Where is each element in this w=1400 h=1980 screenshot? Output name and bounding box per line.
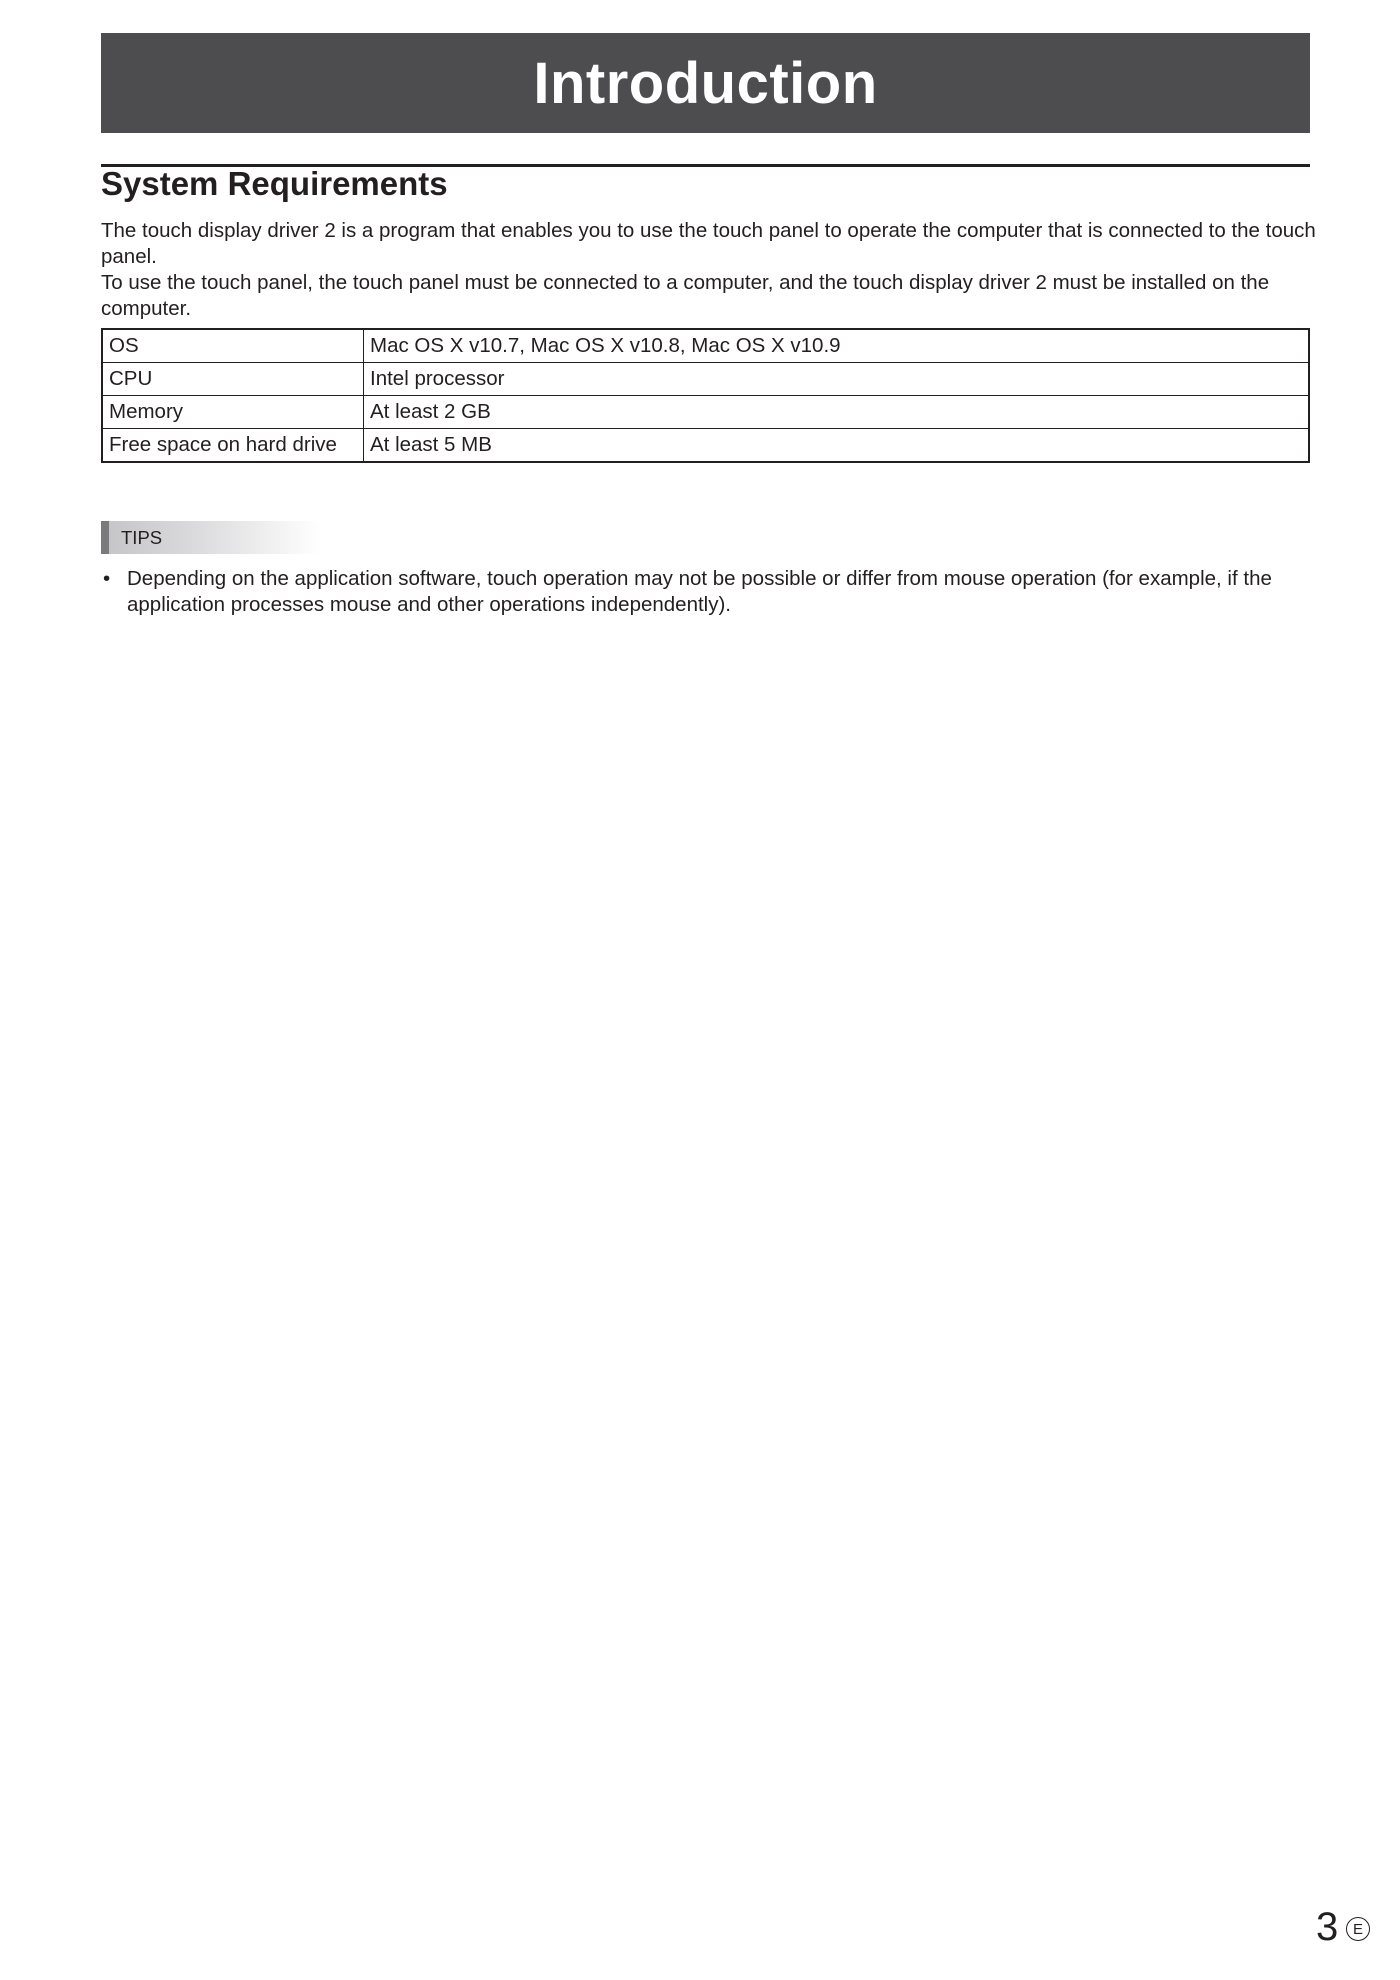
table-row xyxy=(102,429,1309,463)
tips-header xyxy=(101,521,321,554)
intro-paragraph: The touch display driver 2 is a program that enables you to use the touch panel to operate the computer that is connected to the touch panel. xyxy=(101,219,1316,268)
table-row xyxy=(102,396,1309,429)
requirement-label: OS xyxy=(102,329,364,363)
tip-text: Depending on the application software, touch operation may not be possible or differ from mouse operation (for example, if the application processes mouse and other operations independently). xyxy=(127,567,1272,616)
tips-list xyxy=(101,566,1316,618)
requirement-value: Intel processor xyxy=(364,363,1310,396)
tips-accent-bar xyxy=(101,521,109,554)
requirement-value: At least 5 MB xyxy=(364,429,1310,463)
language-badge-icon: E xyxy=(1346,1917,1370,1941)
intro-paragraph: To use the touch panel, the touch panel must be connected to a computer, and the touch display driver 2 must be installed on the computer. xyxy=(101,271,1270,320)
table-row xyxy=(102,329,1309,363)
chapter-title: Introduction xyxy=(533,50,878,116)
intro-text xyxy=(101,218,1316,322)
page-number: 3 xyxy=(1316,1905,1339,1949)
requirement-label: Free space on hard drive xyxy=(102,429,364,463)
requirement-value: At least 2 GB xyxy=(364,396,1310,429)
requirement-label: CPU xyxy=(102,363,364,396)
tips-label: TIPS xyxy=(121,526,163,548)
table-row xyxy=(102,363,1309,396)
list-item xyxy=(101,566,1316,618)
section-heading: System Requirements xyxy=(101,165,448,202)
chapter-banner xyxy=(101,33,1310,133)
requirement-label: Memory xyxy=(102,396,364,429)
bullet-icon: • xyxy=(103,567,111,590)
requirement-value: Mac OS X v10.7, Mac OS X v10.8, Mac OS X v10.9 xyxy=(364,329,1310,363)
requirements-table xyxy=(101,328,1310,463)
